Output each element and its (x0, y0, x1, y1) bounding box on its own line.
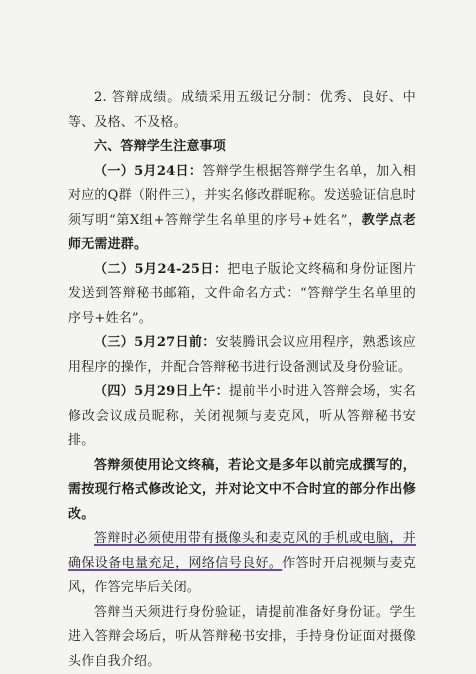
final-draft-text: 答辩须使用论文终稿，若论文是多年以前完成撰写的，需按现行格式修改论文，并对论文中不合时宜的部分作出修改。 (68, 458, 416, 522)
item-1-bold-note: 教学点老师无需进群。 (68, 213, 416, 253)
item-1-label: （一）5月24日： (94, 164, 202, 179)
item-2-label: （二）5月24-25日： (94, 262, 227, 277)
item-3-label: （三）5月27日前： (94, 335, 216, 350)
paragraph-item-4 (68, 380, 416, 454)
section-heading (68, 135, 416, 160)
identity-text: 答辩当天须进行身份验证，请提前准备好身份证。学生进入答辩会场后，听从答辩秘书安排，手持身份证面对摄像头作自我介绍。 (68, 605, 416, 669)
device-instructions: 作答时开启视频与麦克风，作答完毕后关闭。 (68, 556, 416, 596)
device-requirement-underlined: 答辩时必须使用带有摄像头和麦克风的手机或电脑，并确保设备电量充足，网络信号良好。 (68, 531, 416, 571)
paragraph-grading (68, 86, 416, 135)
grading-text: 2. 答辩成绩。成绩采用五级记分制：优秀、良好、中等、及格、不及格。 (68, 90, 416, 130)
paragraph-item-3 (68, 331, 416, 380)
item-4-body: 提前半小时进入答辩会场，实名修改会议成员昵称，关闭视频与麦克风，听从答辩秘书安排。 (68, 384, 416, 448)
item-3-body: 安装腾讯会议应用程序，熟悉该应用程序的操作，并配合答辩秘书进行设备测试及身份验证。 (68, 335, 416, 375)
item-2-body: 把电子版论文终稿和身份证图片发送到答辩秘书邮箱，文件命名方式：“答辩学生名单里的序号+姓名”。 (68, 262, 416, 326)
item-1-body: 答辩学生根据答辩学生名单，加入相对应的Q群（附件三），并实名修改群昵称。发送验证信息时须写明“第X组+答辩学生名单里的序号+姓名”， (68, 164, 416, 228)
paragraph-item-2 (68, 258, 416, 332)
paragraph-device (68, 527, 416, 601)
paragraph-final-draft (68, 454, 416, 528)
paragraph-item-1 (68, 160, 416, 258)
section-heading-text: 六、答辩学生注意事项 (94, 139, 226, 154)
item-4-label: （四）5月29日上午： (94, 384, 229, 399)
